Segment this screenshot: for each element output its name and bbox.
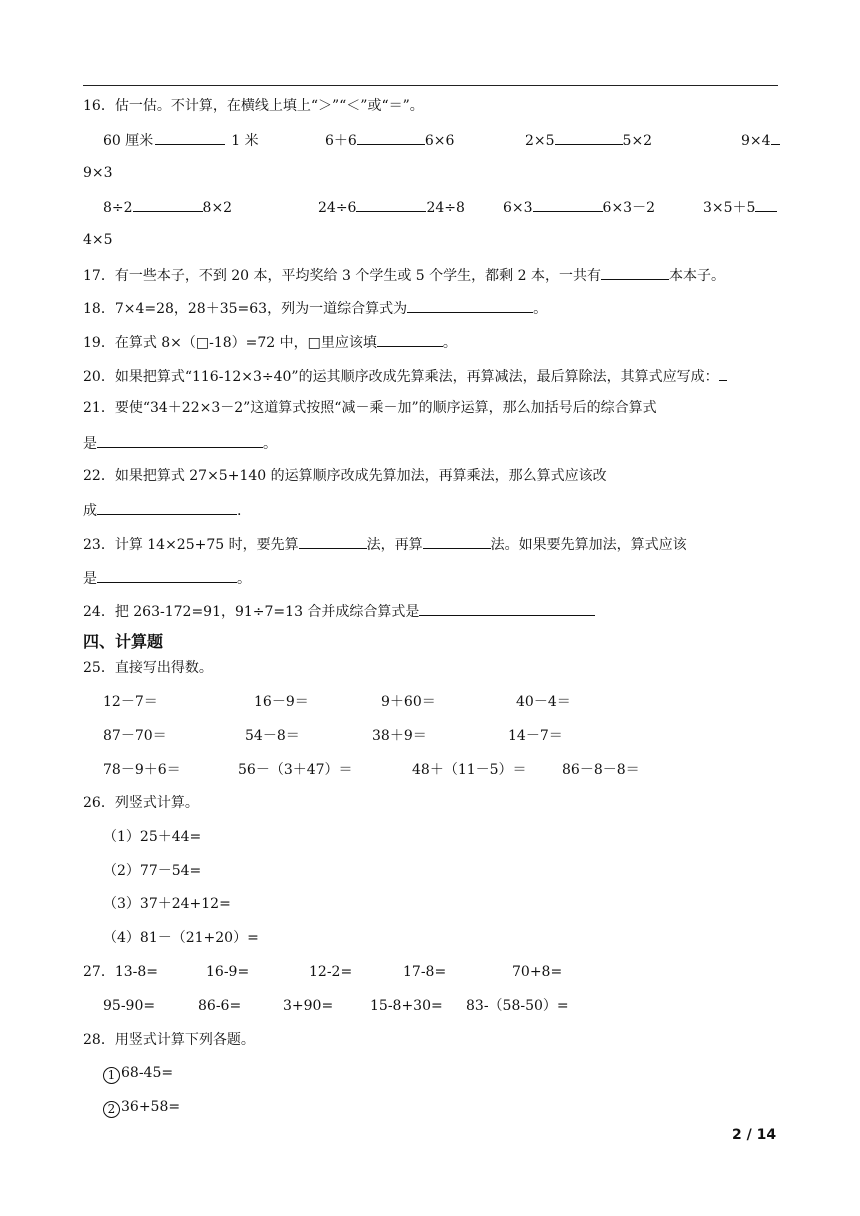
- answer-blank[interactable]: [419, 601, 595, 616]
- q25-item: 16－9＝: [254, 694, 309, 710]
- q25-item: 86－8－8＝: [562, 762, 640, 778]
- answer-blank[interactable]: [601, 265, 669, 280]
- q27-item: 70+8=: [512, 964, 563, 980]
- q19: 19．在算式 8×（□-18）=72 中，□里应该填 。: [83, 332, 457, 352]
- answer-blank[interactable]: [755, 197, 777, 212]
- q16-item-cont: 4×5: [83, 232, 113, 248]
- q16-item: 9×4: [741, 130, 780, 150]
- q25-item: 14－7＝: [508, 728, 563, 744]
- q16-item: 8÷2 8×2: [103, 197, 232, 217]
- q27-item: 95-90=: [103, 998, 156, 1014]
- q27-item: 15-8+30=: [370, 998, 443, 1014]
- answer-blank[interactable]: [155, 130, 225, 145]
- q25-item: 87－70＝: [103, 728, 167, 744]
- answer-blank[interactable]: [555, 130, 623, 145]
- q16-item: 3×5＋5: [703, 197, 777, 217]
- answer-blank[interactable]: [299, 534, 367, 549]
- page-number: 2 / 14: [732, 1127, 777, 1143]
- q21-line1: 21．要使“34＋22×3－2”这道算式按照“减－乘－加”的顺序运算，那么加括号后的综合算式: [83, 400, 657, 416]
- q28-item: 2 36+58=: [103, 1098, 180, 1118]
- header-rule: [83, 85, 778, 86]
- answer-blank[interactable]: [407, 298, 533, 313]
- answer-blank[interactable]: [771, 130, 780, 145]
- q16-item: 24÷6 24÷8: [318, 197, 465, 217]
- q20: 20．如果把算式“116-12×3÷40”的运其顺序改成先算乘法，再算减法，最后算除法，其算式应写成：: [83, 366, 727, 386]
- answer-blank[interactable]: [97, 500, 237, 515]
- answer-blank[interactable]: [719, 366, 727, 381]
- q26-item: （4）81－（21+20）=: [103, 930, 259, 946]
- circled-number: 2: [103, 1101, 120, 1118]
- q27-item: 27．13-8=: [83, 964, 158, 980]
- answer-blank[interactable]: [133, 197, 203, 212]
- q26-stem: 26．列竖式计算。: [83, 795, 199, 811]
- answer-blank[interactable]: [97, 433, 263, 448]
- q25-item: 54－8＝: [245, 728, 300, 744]
- q25-item: 12－7＝: [103, 694, 158, 710]
- q25-item: 40－4＝: [516, 694, 571, 710]
- answer-blank[interactable]: [533, 197, 603, 212]
- q17: 17．有一些本子，不到 20 本，平均奖给 3 个学生或 5 个学生，都剩 2 本，一共有 本本子。: [83, 265, 725, 285]
- q16-stem: 16．估一估。不计算，在横线上填上“＞”“＜”或“＝”。: [83, 98, 424, 114]
- q23-line1: 23．计算 14×25+75 时，要先算 法，再算 法。如果要先算加法，算式应该: [83, 534, 687, 554]
- q25-item: 78－9＋6＝: [103, 762, 181, 778]
- answer-blank[interactable]: [377, 332, 443, 347]
- section-heading: 四、计算题: [83, 632, 164, 651]
- q24: 24．把 263-172=91，91÷7=13 合并成综合算式是: [83, 601, 595, 621]
- circled-number: 1: [103, 1067, 120, 1084]
- q27-item: 86-6=: [198, 998, 242, 1014]
- q25-item: 38＋9＝: [372, 728, 427, 744]
- answer-blank[interactable]: [356, 197, 426, 212]
- q22-line1: 22．如果把算式 27×5+140 的运算顺序改成先算加法，再算乘法，那么算式应该改: [83, 468, 607, 484]
- q28-item: 1 68-45=: [103, 1064, 173, 1084]
- q27-item: 83-（58-50）=: [466, 998, 569, 1014]
- q16-item: 2×5 5×2: [525, 130, 652, 150]
- q18: 18．7×4=28，28＋35=63，列为一道综合算式为 。: [83, 298, 547, 318]
- answer-blank[interactable]: [423, 534, 491, 549]
- q28-stem: 28．用竖式计算下列各题。: [83, 1032, 255, 1048]
- q25-item: 48＋（11－5）＝: [412, 762, 527, 778]
- answer-blank[interactable]: [357, 130, 425, 145]
- answer-blank[interactable]: [97, 568, 237, 583]
- q27-item: 3+90=: [283, 998, 334, 1014]
- q16-item-cont: 9×3: [83, 165, 113, 181]
- q26-item: （2）77－54=: [103, 863, 202, 879]
- q25-item: 9＋60＝: [381, 694, 436, 710]
- q22-line2: 成 .: [83, 500, 241, 520]
- q16-item: 6＋6 6×6: [325, 130, 454, 150]
- q26-item: （3）37＋24+12=: [103, 896, 231, 912]
- q16-item: 60 厘米 1 米: [103, 130, 259, 150]
- q16-item: 6×3 6×3－2: [503, 197, 655, 217]
- q25-stem: 25．直接写出得数。: [83, 660, 213, 676]
- q27-item: 12-2=: [309, 964, 353, 980]
- q21-line2: 是 。: [83, 433, 277, 453]
- q27-item: 17-8=: [403, 964, 447, 980]
- q27-item: 16-9=: [206, 964, 250, 980]
- q26-item: （1）25＋44=: [103, 829, 202, 845]
- q23-line2: 是 。: [83, 568, 251, 588]
- q25-item: 56－（3＋47）＝: [238, 762, 353, 778]
